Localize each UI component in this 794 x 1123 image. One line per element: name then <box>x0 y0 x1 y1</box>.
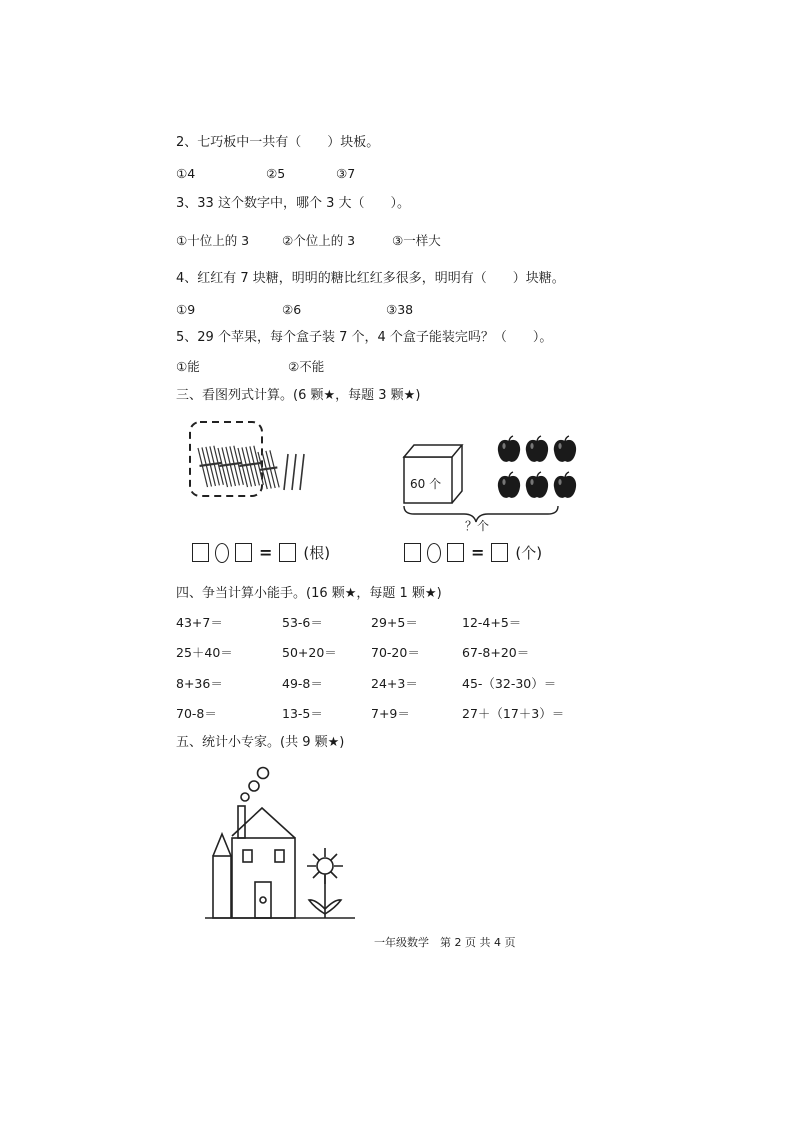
question-2-option-1: ①4 <box>176 166 196 181</box>
unit-label: (根) <box>303 544 331 562</box>
apple-icon <box>554 436 576 462</box>
calc-item: 70-20＝ <box>371 645 420 660</box>
equation-left <box>192 542 330 563</box>
smoke-circle <box>249 781 259 791</box>
result-box[interactable] <box>279 543 296 562</box>
calc-item: 50+20＝ <box>282 645 337 660</box>
cube-label: 60 个 <box>410 477 442 491</box>
question-3-option-1: ①十位上的 3 <box>176 233 250 248</box>
window <box>243 850 252 862</box>
calc-item: 13-5＝ <box>282 706 323 721</box>
calc-item: 25＋40＝ <box>176 645 233 660</box>
apple-icon <box>498 436 520 462</box>
unit-label: (个) <box>515 544 543 562</box>
question-2-text: 2、七巧板中一共有（ ）块板。 <box>176 135 380 150</box>
stick-bundle-icon <box>257 450 280 490</box>
calc-item: 70-8＝ <box>176 706 217 721</box>
section-4-title: 四、争当计算小能手。(16 颗★，每题 1 颗★) <box>176 586 442 601</box>
calc-item: 24+3＝ <box>371 676 418 691</box>
apple-icon <box>498 472 520 498</box>
question-4-text: 4、红红有 7 块糖，明明的糖比红红多很多，明明有（ ）块糖。 <box>176 271 565 286</box>
question-2-option-2: ②5 <box>266 166 286 181</box>
cube-icon <box>404 445 462 503</box>
chimney <box>238 806 245 838</box>
sticks-figure <box>188 420 318 500</box>
house-drawing <box>205 764 365 924</box>
door-knob <box>260 897 266 903</box>
equation-right <box>404 542 542 563</box>
calc-item: 67-8+20＝ <box>462 645 530 660</box>
calc-item: 8+36＝ <box>176 676 223 691</box>
section-5-title: 五、统计小专家。(共 9 颗★) <box>176 735 345 750</box>
house-roof <box>232 808 295 838</box>
calc-item: 49-8＝ <box>282 676 323 691</box>
smoke-circle <box>241 793 249 801</box>
calc-item: 27＋（17＋3）＝ <box>462 706 565 721</box>
question-3-text: 3、33 这个数字中，哪个 3 大（ ）。 <box>176 196 410 211</box>
apple-icon <box>526 472 548 498</box>
calc-item: 29+5＝ <box>371 615 418 630</box>
smoke-circle <box>258 768 269 779</box>
stick-bundle-icon <box>237 445 264 488</box>
section-3-title: 三、看图列式计算。(6 颗★，每题 3 颗★) <box>176 388 421 403</box>
result-box[interactable] <box>491 543 508 562</box>
loose-sticks <box>284 454 304 490</box>
door <box>255 882 271 918</box>
tower-roof <box>213 834 231 856</box>
window <box>275 850 284 862</box>
answer-box[interactable] <box>235 543 252 562</box>
sunflower-icon <box>307 848 343 918</box>
question-3-option-3: ③一样大 <box>392 233 441 248</box>
house-body <box>232 838 295 918</box>
question-5-text: 5、29 个苹果，每个盒子装 7 个，4 个盒子能装完吗？（ ）。 <box>176 330 553 345</box>
operator-circle[interactable] <box>215 543 229 563</box>
tower <box>213 856 231 918</box>
page-footer: 一年级数学 第 2 页 共 4 页 <box>374 936 516 949</box>
question-5-option-2: ②不能 <box>288 359 325 374</box>
apple-icon <box>554 472 576 498</box>
apple-icon <box>526 436 548 462</box>
question-5-option-1: ①能 <box>176 359 200 374</box>
question-4-option-3: ③38 <box>386 302 414 317</box>
brace-label: ？个 <box>465 519 490 533</box>
calc-item: 53-6＝ <box>282 615 323 630</box>
equals-sign: = <box>259 543 273 562</box>
answer-box[interactable] <box>192 543 209 562</box>
question-4-option-2: ②6 <box>282 302 302 317</box>
answer-box[interactable] <box>404 543 421 562</box>
apples-group <box>496 434 580 500</box>
question-4-option-1: ①9 <box>176 302 196 317</box>
calc-item: 45-（32-30）＝ <box>462 676 557 691</box>
equals-sign: = <box>471 543 485 562</box>
question-2-option-3: ③7 <box>336 166 356 181</box>
calc-item: 7+9＝ <box>371 706 410 721</box>
operator-circle[interactable] <box>427 543 441 563</box>
calc-item: 43+7＝ <box>176 615 223 630</box>
answer-box[interactable] <box>447 543 464 562</box>
calc-item: 12-4+5＝ <box>462 615 522 630</box>
question-3-option-2: ②个位上的 3 <box>282 233 356 248</box>
